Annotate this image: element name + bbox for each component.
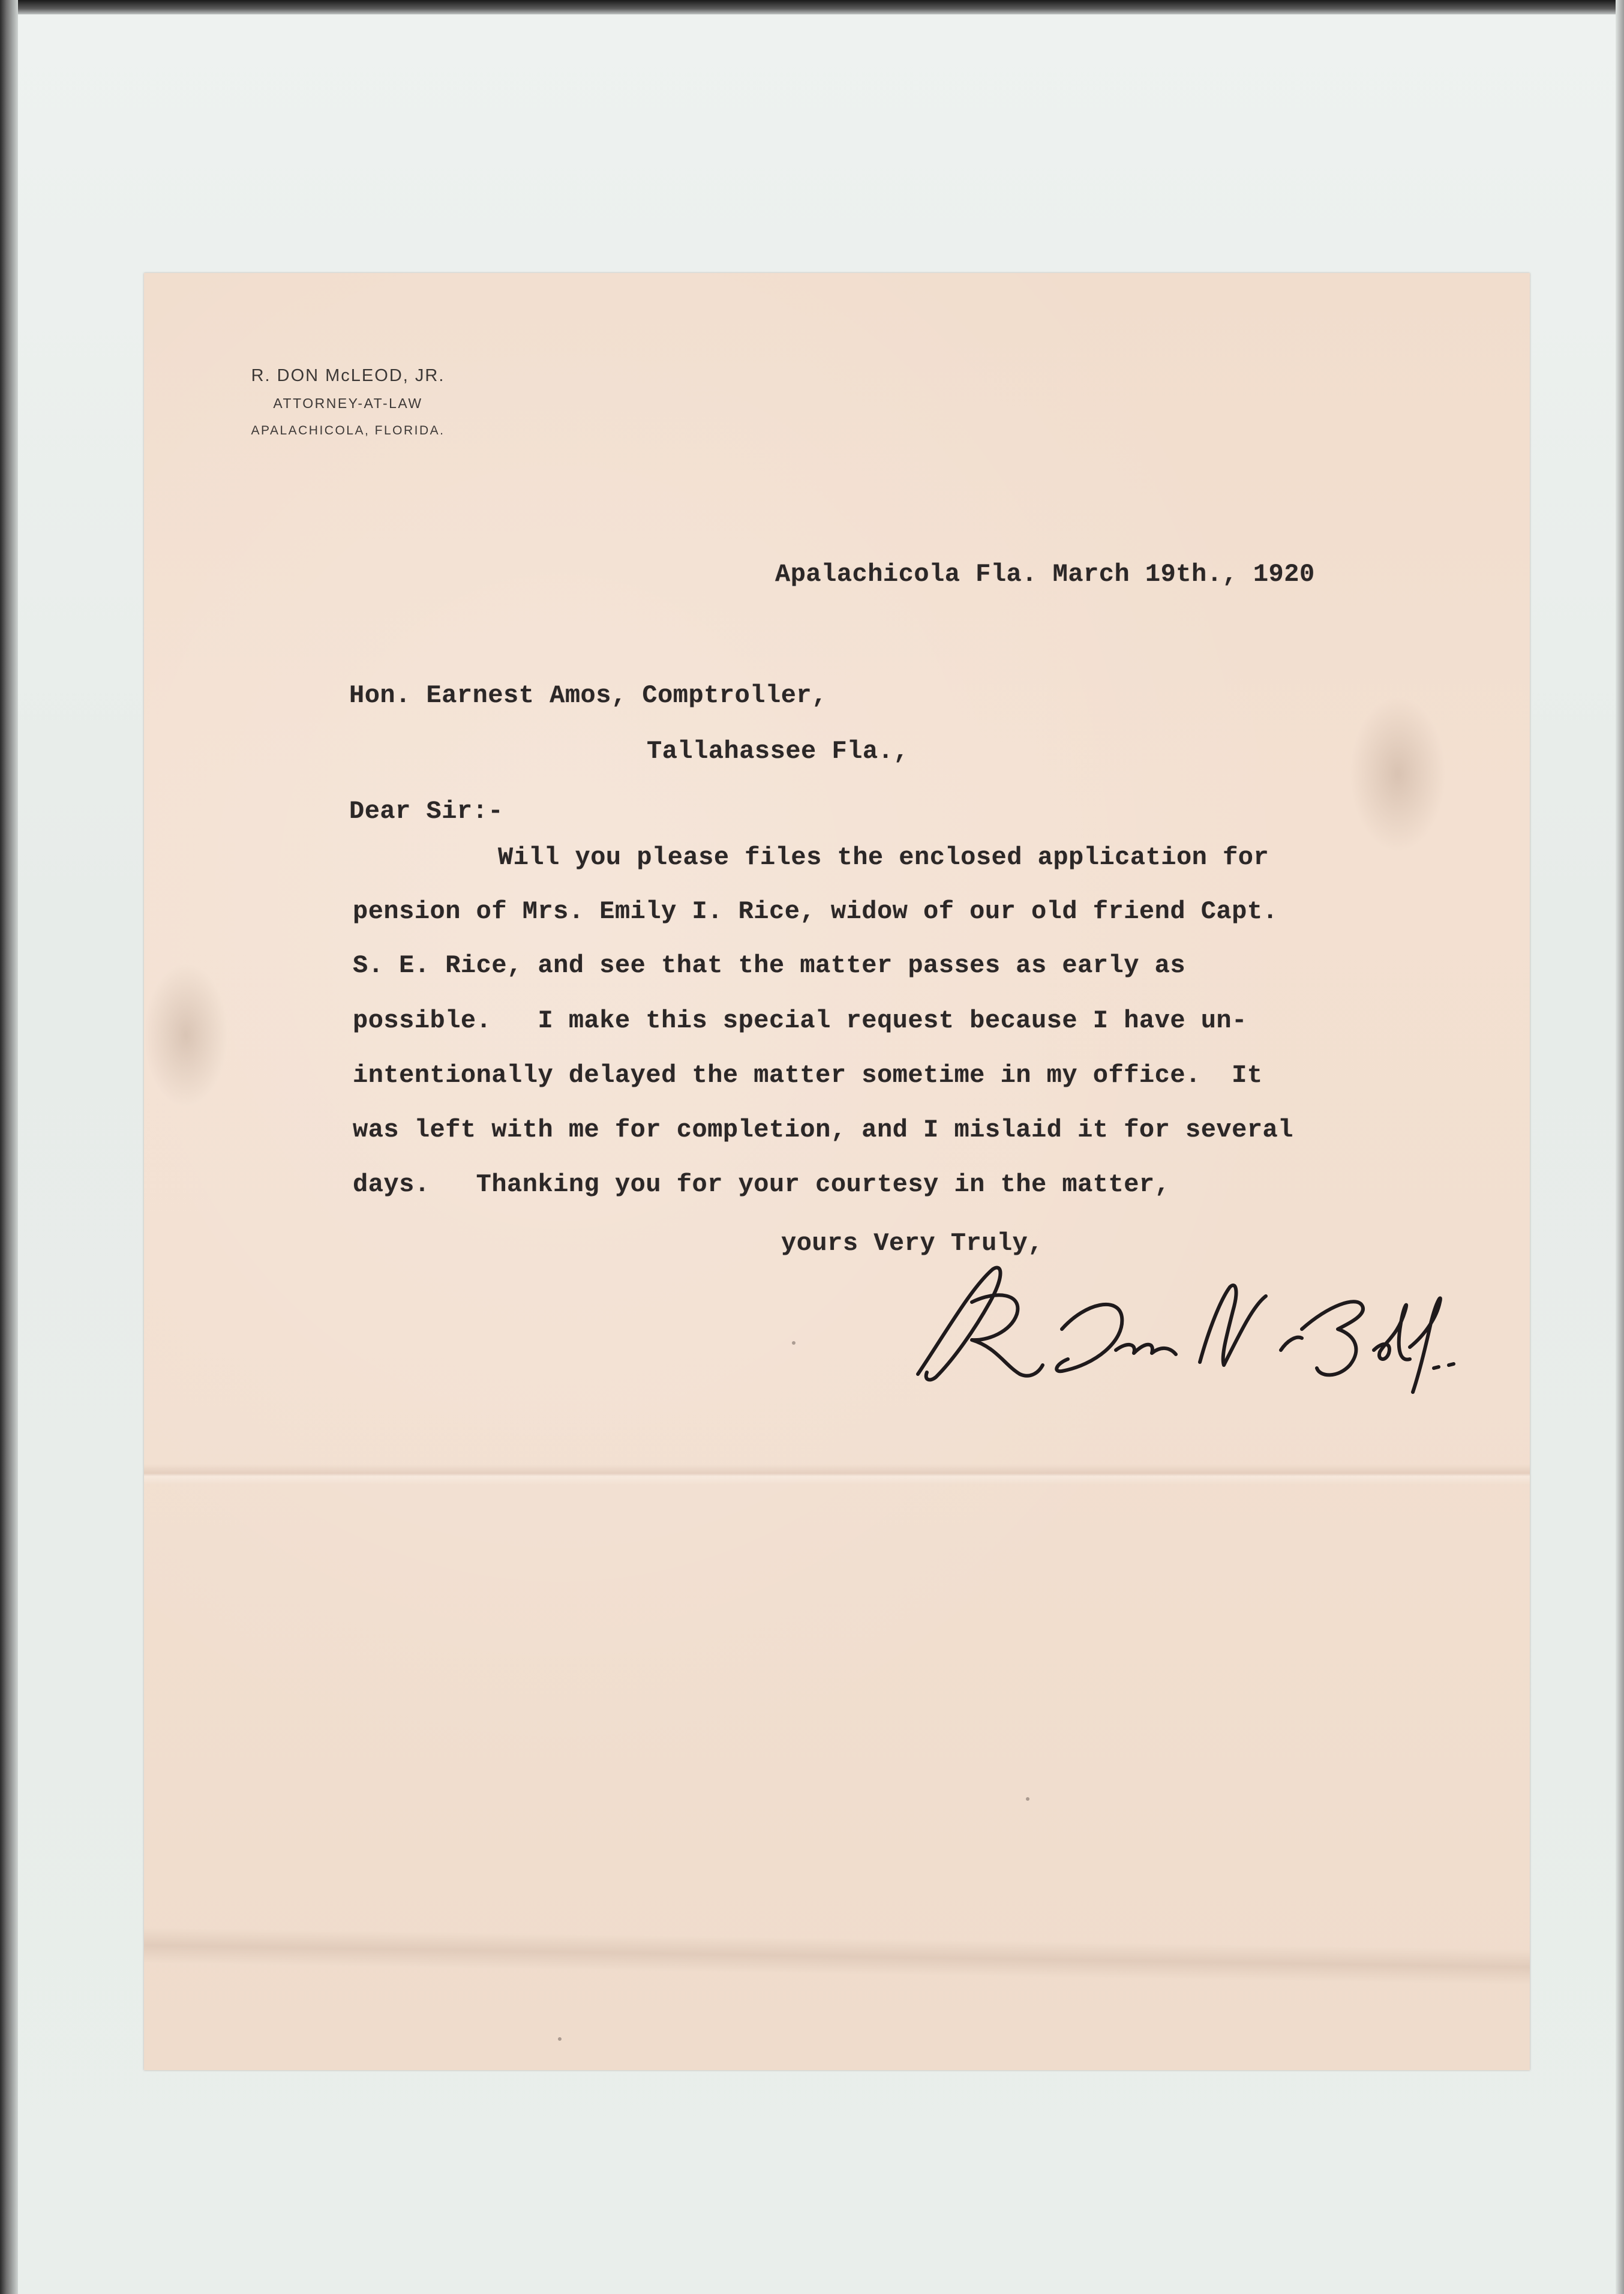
paper-stain [1350,696,1446,852]
letter-body-line: pension of Mrs. Emily I. Rice, widow of our old friend Capt. [353,897,1278,926]
letter-body-line: S. E. Rice, and see that the matter passes as early as [353,951,1186,980]
letter-addressee-city: Tallahassee Fla., [647,737,909,766]
letter-closing: yours Very Truly, [781,1229,1043,1258]
fold-crease [144,1464,1530,1485]
paper-stain [144,963,228,1107]
letterhead-name: R. DON McLEOD, JR. [251,366,445,385]
letter-body-line: intentionally delayed the matter sometime in my office. It [353,1061,1263,1090]
paper-speck [1026,1797,1029,1801]
scanner-top-edge [0,0,1624,14]
letterhead [222,362,474,445]
scanner-left-edge [0,0,18,2294]
letter-date: Apalachicola Fla. March 19th., 1920 [775,560,1315,589]
letter-addressee: Hon. Earnest Amos, Comptroller, [349,681,827,710]
letterhead-place: APALACHICOLA, FLORIDA. [251,424,445,437]
scanner-right-edge [1616,0,1624,2294]
paper-speck [558,2037,562,2041]
letterhead-title: ATTORNEY-AT-LAW [273,395,423,411]
letter-salutation: Dear Sir:- [349,797,504,826]
fold-crease [144,1927,1530,1985]
letter-body-line: was left with me for completion, and I mislaid it for several [353,1115,1293,1144]
letter-sheet [144,273,1530,2070]
letter-body-line: days. Thanking you for your courtesy in the matter, [353,1170,1170,1199]
paper-speck [792,1341,796,1345]
handwritten-signature [882,1245,1470,1401]
letter-body-line: Will you please files the enclosed application for [498,843,1269,872]
letter-body-line: possible. I make this special request because I have un- [353,1006,1247,1035]
